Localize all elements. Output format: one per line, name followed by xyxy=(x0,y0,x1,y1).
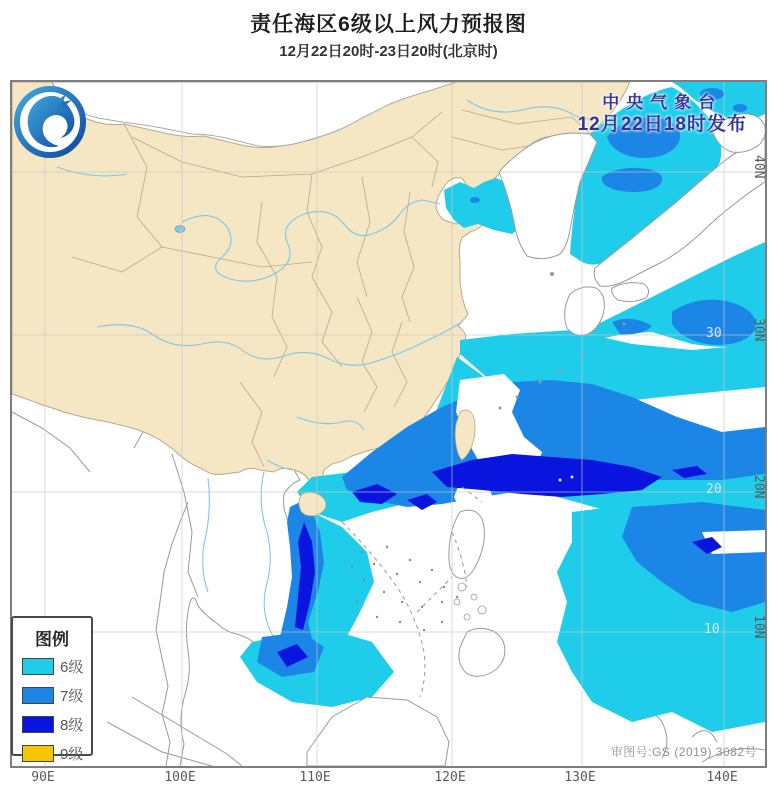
page-subtitle: 12月22日20时-23日20时(北京时) xyxy=(279,43,498,60)
level7-swatch xyxy=(22,687,54,704)
inner-lat-30: 30 xyxy=(706,326,722,341)
map-approval-number: 审图号:GS (2019) 3082号 xyxy=(610,745,757,759)
inner-lat-20: 20 xyxy=(706,482,722,497)
inner-lat-10: 10 xyxy=(704,622,720,637)
legend-title: 图例 xyxy=(35,630,69,649)
level6-swatch xyxy=(22,658,54,675)
lat-label-30n: 30N xyxy=(751,318,766,342)
lat-label-20n: 20N xyxy=(751,475,766,499)
level7-label: 7级 xyxy=(60,688,84,705)
lat-label-10n: 10N xyxy=(751,615,766,639)
legend-item-level8 xyxy=(22,714,91,735)
map-frame xyxy=(10,80,767,768)
issuer-block xyxy=(578,92,747,137)
cma-logo-icon xyxy=(14,86,86,158)
map-canvas xyxy=(12,82,765,766)
level8-swatch xyxy=(22,716,54,733)
lon-label-110e: 110E xyxy=(299,770,331,785)
issuer-name: 中央气象台 xyxy=(602,93,723,112)
page-title: 责任海区6级以上风力预报图 xyxy=(250,13,527,36)
level9-label: 9级 xyxy=(60,746,84,763)
lon-label-140e: 140E xyxy=(706,770,738,785)
legend-item-level9 xyxy=(22,743,91,764)
japan-shikoku xyxy=(612,283,649,302)
legend-box xyxy=(11,616,93,763)
lon-label-90e: 90E xyxy=(31,770,55,785)
issue-time: 12月22日18时发布 xyxy=(577,114,747,136)
level9-swatch xyxy=(22,745,54,762)
lon-label-120e: 120E xyxy=(434,770,466,785)
legend-item-level7 xyxy=(22,685,91,706)
level8-label: 8级 xyxy=(60,717,84,734)
legend-item-level6 xyxy=(22,656,91,677)
lon-label-130e: 130E xyxy=(564,770,596,785)
level6-label: 6级 xyxy=(60,659,84,676)
lon-label-100e: 100E xyxy=(164,770,196,785)
lat-label-40n: 40N xyxy=(751,155,766,179)
cma-logo xyxy=(14,86,86,158)
